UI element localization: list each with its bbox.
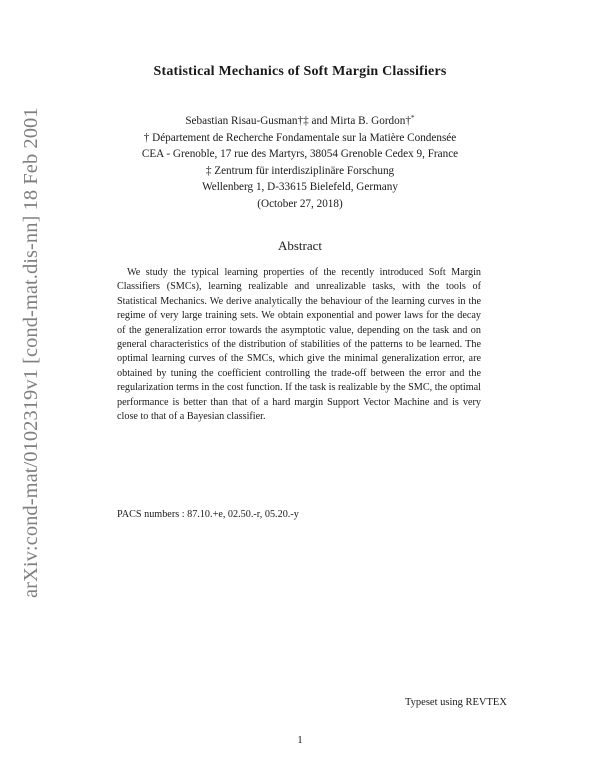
corresponding-author-mark: * [410, 113, 415, 122]
abstract-paragraph: We study the typical learning properties of the recently introduced Soft Margin Classifiers (SMCs), learning realizable and unrealizable tasks, with the tools of Statistical Mechanics. We derive analytically the behaviour of the learning curves in the regime of very large training sets. We obtain exponential and power laws for the decay of the generalization error towards the asymptotic value, depending on the task and on general characteristics of the distribution of stabilities of the patterns to be learned. The optimal learning curves of the SMCs, which give the minimal generalization error, are obtained by tuning the coefficient controlling the trade-off between the error and the regularization terms in the cost function. If the task is realizable by the SMC, the optimal performance is better than that of a hard margin Support Vector Machine and is very close to that of a Bayesian classifier. [117, 267, 481, 423]
affiliation-2-line-1: ‡ Zentrum für interdisziplinäre Forschung [205, 164, 395, 177]
page-number: 1 [297, 734, 303, 746]
author-block [0, 110, 600, 212]
typeset-note: Typeset using REVTEX [405, 697, 507, 708]
author-names: Sebastian Risau-Gusman†‡ and Mirta B. Gordon† [185, 115, 411, 127]
author-names-line [0, 110, 600, 130]
paper-date: (October 27, 2018) [257, 197, 343, 210]
abstract-body [117, 266, 481, 424]
affiliation-1-line-1: † Département de Recherche Fondamentale sur la Matière Condensée [143, 131, 457, 144]
paper-title: Statistical Mechanics of Soft Margin Classifiers [153, 64, 447, 79]
pacs-numbers: PACS numbers : 87.10.+e, 02.50.-r, 05.20.-y [117, 509, 299, 520]
affiliation-2-line-2: Wellenberg 1, D-33615 Bielefeld, Germany [202, 181, 398, 193]
affiliation-1-line-2: CEA - Grenoble, 17 rue des Martyrs, 38054 Grenoble Cedex 9, France [141, 148, 459, 160]
arxiv-identifier-stamp: arXiv:cond-mat/0102319v1 [cond-mat.dis-nn] 18 Feb 2001 [20, 107, 42, 598]
abstract-heading: Abstract [277, 238, 323, 253]
